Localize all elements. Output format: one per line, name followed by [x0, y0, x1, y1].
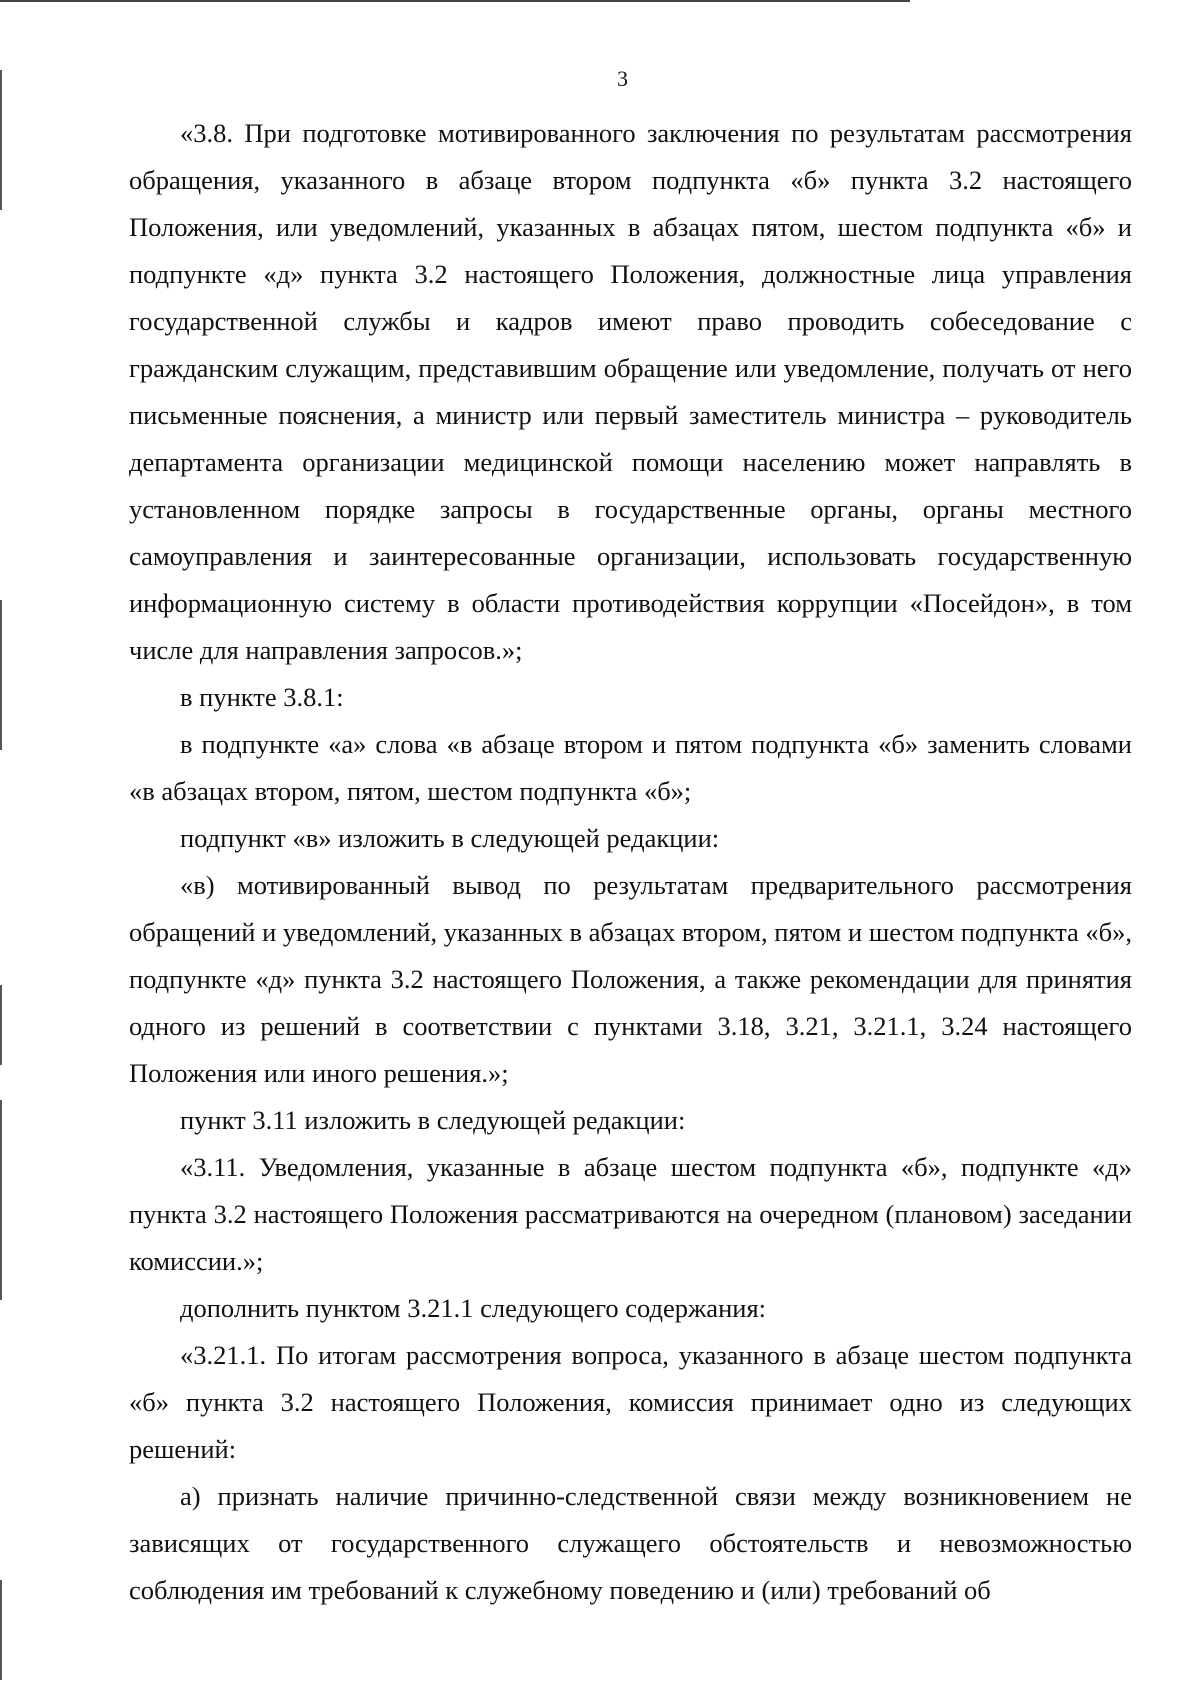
scan-edge-left [0, 1580, 2, 1680]
paragraph: «3.21.1. По итогам рассмотрения вопроса, указанного в абзаце шестом подпункта «б» пункта 3.2 настоящего Положения, комиссия принимает одно из следующих решений: [129, 1340, 1132, 1464]
paragraph: «в) мотивированный вывод по результатам предварительного рассмотрения обращений и уведомлений, указанных в абзацах втором, пятом и шестом подпункта «б», подпункте «д» пункта 3.2 настоящего Положения, а также рекомендации для принятия одного из решений в соответствии с пунктами 3.18, 3.21, 3.21.1, 3.24 настоящего Положения или иного решения.»; [129, 870, 1132, 1088]
paragraph: пункт 3.11 изложить в следующей редакции: [180, 1105, 686, 1135]
paragraph: подпункт «в» изложить в следующей редакции: [180, 823, 720, 853]
paragraph: «3.11. Уведомления, указанные в абзаце шестом подпункта «б», подпункте «д» пункта 3.2 настоящего Положения рассматриваются на очередном (плановом) заседании комиссии.»; [129, 1152, 1132, 1276]
page-number: 3 [617, 66, 628, 91]
paragraph: дополнить пунктом 3.21.1 следующего содержания: [180, 1293, 766, 1323]
document-body [129, 110, 1132, 1614]
scan-edge-top [0, 0, 910, 2]
paragraph: в подпункте «а» слова «в абзаце втором и пятом подпункта «б» заменить словами «в абзацах втором, пятом, шестом подпункта «б»; [129, 729, 1132, 806]
paragraph: в пункте 3.8.1: [180, 682, 344, 712]
scan-edge-left [0, 600, 2, 750]
scan-edge-left [0, 1100, 2, 1300]
scan-edge-left [0, 985, 2, 1065]
paragraph: «3.8. При подготовке мотивированного заключения по результатам рассмотрения обращения, указанного в абзаце втором подпункта «б» пункта 3.2 настоящего Положения, или уведомлений, указанных в абзацах пятом, шестом подпункта «б» и подпункте «д» пункта 3.2 настоящего Положения, должностные лица управления государственной службы и кадров имеют право проводить собеседование с гражданским служащим, представившим обращение или уведомление, получать от него письменные пояснения, а министр или первый заместитель министра – руководитель департамента организации медицинской помощи населению может направлять в установленном порядке запросы в государственные органы, органы местного самоуправления и заинтересованные организации, использовать государственную информационную систему в области противодействия коррупции «Посейдон», в том числе для направления запросов.»; [129, 118, 1132, 665]
paragraph: а) признать наличие причинно-следственной связи между возникновением не зависящих от государственного служащего обстоятельств и невозможностью соблюдения им требований к служебному поведению и (или) требований об [129, 1481, 1132, 1605]
